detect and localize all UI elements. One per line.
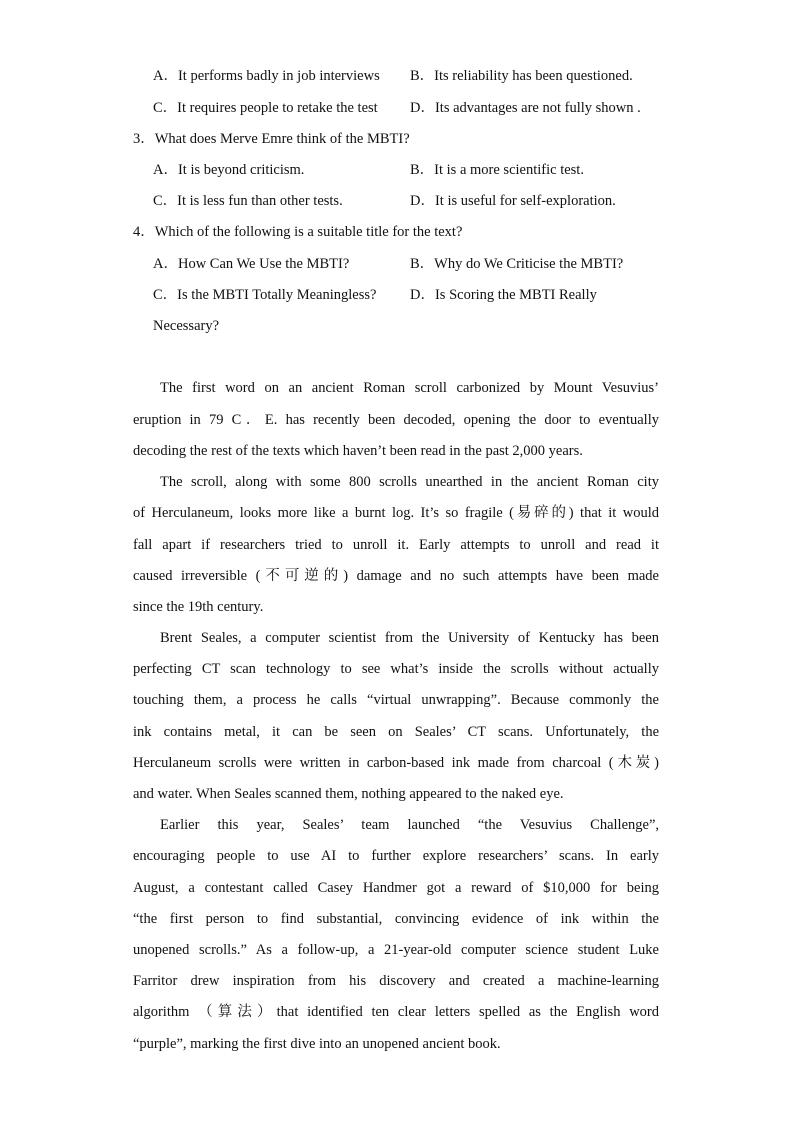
- passage-p3-line: and water. When Seales scanned them, nothing appeared to the naked eye.: [133, 786, 564, 802]
- q4-option-d-continued: Necessary?: [153, 318, 220, 334]
- passage-p4-line: August, a contestant called Casey Handmer got a reward of $10,000 for being: [133, 880, 659, 896]
- passage-p3-line: Brent Seales, a computer scientist from the University of Kentucky has been: [160, 630, 659, 646]
- passage-p2-line: caused irreversible (不可逆的) damage and no such attempts have been made: [133, 568, 659, 584]
- q3-option-c: C．It is less fun than other tests.: [153, 193, 343, 209]
- q4-option-c: C．Is the MBTI Totally Meaningless?: [153, 287, 377, 303]
- passage-p4-line: algorithm （算法）that identified ten clear letters spelled as the English word: [133, 1004, 659, 1020]
- passage-p4-line: Earlier this year, Seales’ team launched “the Vesuvius Challenge”,: [160, 817, 659, 833]
- passage-p4-line: Farritor drew inspiration from his discovery and created a machine-learning: [133, 973, 659, 989]
- q2-option-d: D．Its advantages are not fully shown .: [410, 100, 641, 116]
- passage-p3-line: ink contains metal, it can be seen on Seales’ CT scans. Unfortunately, the: [133, 724, 659, 740]
- q3-stem: 3．What does Merve Emre think of the MBTI?: [133, 131, 410, 147]
- q2-option-c: C．It requires people to retake the test: [153, 100, 378, 116]
- q4-option-d: D．Is Scoring the MBTI Really: [410, 287, 597, 303]
- passage-p1-line: The first word on an ancient Roman scroll carbonized by Mount Vesuvius’: [160, 380, 659, 396]
- q3-option-d: D．It is useful for self-exploration.: [410, 193, 616, 209]
- passage-p3-line: touching them, a process he calls “virtual unwrapping”. Because commonly the: [133, 692, 659, 708]
- passage-p4-line: unopened scrolls.” As a follow-up, a 21-year-old computer science student Luke: [133, 942, 659, 958]
- passage-p2-line: The scroll, along with some 800 scrolls unearthed in the ancient Roman city: [160, 474, 659, 490]
- q2-option-b: B．Its reliability has been questioned.: [410, 68, 633, 84]
- q4-option-a: A．How Can We Use the MBTI?: [153, 256, 350, 272]
- passage-p3-line: Herculaneum scrolls were written in carbon-based ink made from charcoal (木炭): [133, 755, 659, 771]
- q2-option-a: A．It performs badly in job interviews: [153, 68, 380, 84]
- q4-stem: 4．Which of the following is a suitable title for the text?: [133, 224, 463, 240]
- passage-p2-line: of Herculaneum, looks more like a burnt log. It’s so fragile (易碎的) that it would: [133, 505, 659, 521]
- q4-option-b: B．Why do We Criticise the MBTI?: [410, 256, 624, 272]
- passage-p4-line: encouraging people to use AI to further explore researchers’ scans. In early: [133, 848, 659, 864]
- passage-p4-line: “the first person to find substantial, convincing evidence of ink within the: [133, 911, 659, 927]
- q3-option-b: B．It is a more scientific test.: [410, 162, 584, 178]
- passage-p1-line: eruption in 79 C．E. has recently been decoded, opening the door to eventually: [133, 412, 659, 428]
- passage-p2-line: since the 19th century.: [133, 599, 264, 615]
- passage-p1-line: decoding the rest of the texts which haven’t been read in the past 2,000 years.: [133, 443, 583, 459]
- passage-p4-line: “purple”, marking the first dive into an unopened ancient book.: [133, 1036, 501, 1052]
- q3-option-a: A．It is beyond criticism.: [153, 162, 305, 178]
- passage-p3-line: perfecting CT scan technology to see what’s inside the scrolls without actually: [133, 661, 659, 677]
- passage-p2-line: fall apart if researchers tried to unroll it. Early attempts to unroll and read it: [133, 537, 659, 553]
